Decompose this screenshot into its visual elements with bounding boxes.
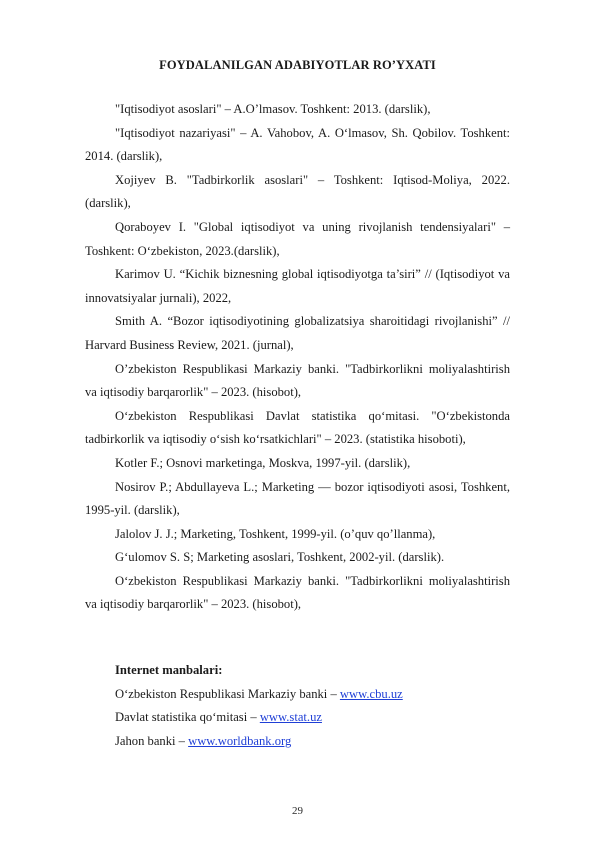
source-label: Jahon banki – bbox=[115, 733, 189, 748]
page-number: 29 bbox=[292, 805, 303, 817]
internet-sources-heading: Internet manbalari: bbox=[115, 663, 223, 677]
source-link[interactable]: www.stat.uz bbox=[259, 710, 322, 725]
page-title: FOYDALANILGAN ADABIYOTLAR RO’YXATI bbox=[159, 58, 436, 72]
reference-item: Karimov U. “Kichik biznesning global iqtisodiyotga ta’siri” // (Iqtisodiyot va innovatsiyalar jurnali), 2022, bbox=[85, 267, 510, 305]
reference-item: Xojiyev B. "Tadbirkorlik asoslari" – Toshkent: Iqtisod-Moliya, 2022. (darslik), bbox=[85, 172, 510, 211]
reference-item: Jalolov J. J.; Marketing, Toshkent, 1999-yil. (o’quv qo’llanma), bbox=[115, 526, 436, 541]
reference-item: Kotler F.; Osnovi marketinga, Moskva, 1997-yil. (darslik), bbox=[115, 455, 411, 470]
reference-item: O‘zbekiston Respublikasi Markaziy banki. "Tadbirkorlikni moliyalashtirish va iqtisodiy barqarorlik" – 2023. (hisobot), bbox=[85, 573, 510, 612]
reference-item: "Iqtisodiyot asoslari" – A.O’lmasov. Toshkent: 2013. (darslik), bbox=[115, 102, 431, 116]
internet-source-item bbox=[85, 706, 510, 730]
reference-item: O‘zbekiston Respublikasi Davlat statistika qo‘mitasi. "O‘zbekistonda tadbirkorlik va iqtisodiy o‘sish ko‘rsatkichlari" – 2023. (statistika hisoboti), bbox=[85, 408, 510, 447]
reference-item: G‘ulomov S. S; Marketing asoslari, Toshkent, 2002-yil. (darslik). bbox=[115, 550, 445, 565]
reference-item: O’zbekiston Respublikasi Markaziy banki. "Tadbirkorlikni moliyalashtirish va iqtisodiy barqarorlik" – 2023. (hisobot), bbox=[85, 361, 510, 400]
source-label: Davlat statistika qo‘mitasi – bbox=[115, 710, 260, 725]
reference-item: Qoraboyev I. "Global iqtisodiyot va uning rivojlanish tendensiyalari" – Toshkent: O‘zbekiston, 2023.(darslik), bbox=[85, 219, 510, 258]
reference-list bbox=[85, 98, 510, 617]
internet-source-item bbox=[85, 683, 510, 707]
source-label: O‘zbekiston Respublikasi Markaziy banki – bbox=[115, 686, 340, 701]
reference-item: Smith A. “Bozor iqtisodiyotining globalizatsiya sharoitidagi rivojlanishi” // Harvard Business Review, 2021. (jurnal), bbox=[85, 314, 510, 352]
source-link[interactable]: www.cbu.uz bbox=[339, 686, 403, 701]
internet-source-item bbox=[85, 730, 510, 754]
reference-item: "Iqtisodiyot nazariyasi" – A. Vahobov, A. O‘lmasov, Sh. Qobilov. Toshkent: 2014. (darslik), bbox=[85, 125, 510, 164]
internet-sources bbox=[85, 659, 510, 753]
reference-item: Nosirov P.; Abdullayeva L.; Marketing — bozor iqtisodiyoti asosi, Toshkent, 1995-yil. (darslik), bbox=[85, 479, 510, 518]
source-link[interactable]: www.worldbank.org bbox=[188, 733, 292, 748]
